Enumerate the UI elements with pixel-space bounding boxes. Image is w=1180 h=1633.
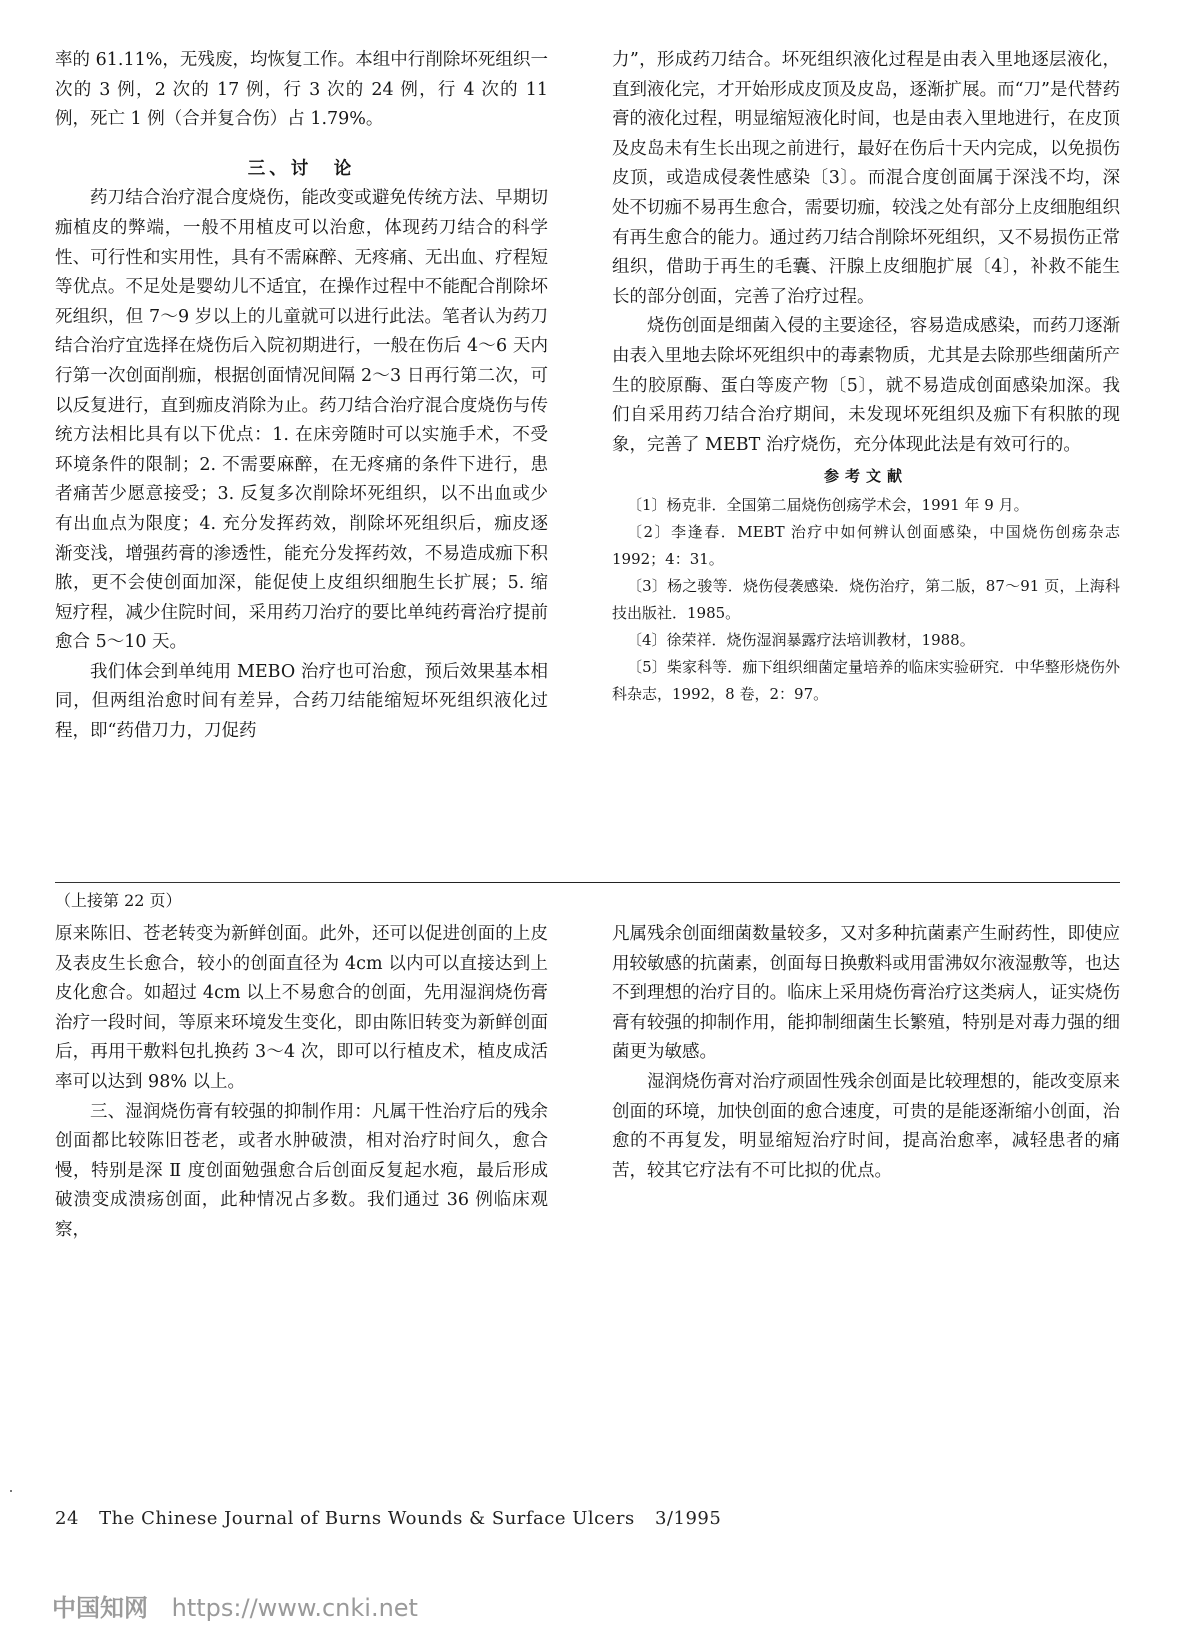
paragraph: 药刀结合治疗混合度烧伤，能改变或避免传统方法、早期切痂植皮的弊端，一般不用植皮可以治愈，体现药刀结合的科学性、可行性和实用性，具有不需麻醉、无疼痛、无出血、疗程短等优点。不足处是婴幼儿不适宜，在操作过程中不能配合削除坏死组织，但 7～9 岁以上的儿童就可以进行此法。笔者认为药刀结合治疗宜选择在烧伤后入院初期进行，一般在伤后 4～6 天内行第一次创面削痂，根据创面情况间隔 2～3 日再行第二次，可以反复进行，直到痂皮消除为止。药刀结合治疗混合度烧伤与传统方法相比具有以下优点：1. 在床旁随时可以实施手术，不受环境条件的限制；2. 不需要麻醉，在无疼痛的条件下进行，患者痛苦少愿意接受；3. 反复多次削除坏死组织，以不出血或少有出血点为限度；4. 充分发挥药效，削除坏死组织后，痂皮逐渐变浅，增强药膏的渗透性，能充分发挥药效，不易造成痂下积脓，更不会使创面加深，能促使上皮组织细胞生长扩展；5. 缩短疗程，减少住院时间，采用药刀治疗的要比单纯药膏治疗提前愈合 5～10 天。 bbox=[55, 188, 548, 653]
paragraph: 我们体会到单纯用 MEBO 治疗也可治愈，预后效果基本相同，但两组治愈时间有差异，合药刀结能缩短坏死组织液化过程，即“药借刀力，刀促药 bbox=[55, 661, 548, 742]
paragraph: 率的 61.11%，无残废，均恢复工作。本组中行削除坏死组织一次的 3 例，2 次的 17 例，行 3 次的 24 例，行 4 次的 11 例，死亡 1 例（合并复合伤）占 1.79%。 bbox=[55, 50, 548, 130]
reference-item: 〔2〕李逢春．MEBT 治疗中如何辨认创面感染，中国烧伤创疡杂志 1992；4：31。 bbox=[612, 522, 1120, 568]
section-title-discussion: 三、讨 论 bbox=[247, 158, 356, 179]
paragraph: 原来陈旧、苍老转变为新鲜创面。此外，还可以促进创面的上皮及表皮生长愈合，较小的创面直径为 4cm 以内可以直接达到上皮化愈合。如超过 4cm 以上不易愈合的创面，先用湿润烧伤膏治疗一段时间，等原来环境发生变化，即由陈旧转变为新鲜创面后，再用干敷料包扎换药 3～4 次，即可以行植皮术，植皮成活率可以达到 98% 以上。 bbox=[55, 924, 548, 1092]
references-title: 参考文献 bbox=[823, 467, 908, 486]
paragraph: 力”，形成药刀结合。坏死组织液化过程是由表入里地逐层液化，直到液化完，才开始形成皮顶及皮岛，逐渐扩展。而“刀”是代替药膏的液化过程，明显缩短液化时间，也是由表入里地进行，在皮顶及皮岛未有生长出现之前进行，最好在伤后十天内完成，以免损伤皮顶，或造成侵袭性感染〔3〕。而混合度创面属于深浅不均，深处不切痂不易再生愈合，需要切痂，较浅之处有部分上皮细胞组织有再生愈合的能力。通过药刀结合削除坏死组织，又不易损伤正常组织，借助于再生的毛囊、汗腺上皮细胞扩展〔4〕，补救不能生长的部分创面，完善了治疗过程。 bbox=[612, 50, 1120, 307]
paragraph: 烧伤创面是细菌入侵的主要途径，容易造成感染，而药刀逐渐由表入里地去除坏死组织中的毒素物质，尤其是去除那些细菌所产生的胶原酶、蛋白等废产物〔5〕，就不易造成创面感染加深。我们自采用药刀结合治疗期间，未发现坏死组织及痂下有积脓的现象，完善了 MEBT 治疗烧伤，充分体现此法是有效可行的。 bbox=[612, 316, 1120, 455]
reference-item: 〔1〕杨克非．全国第二届烧伤创疡学术会，1991 年 9 月。 bbox=[627, 495, 1029, 514]
issue-number: 3/1995 bbox=[654, 1508, 722, 1529]
divider bbox=[55, 882, 355, 883]
paragraph: 凡属残余创面细菌数量较多，又对多种抗菌素产生耐药性，即使应用较敏感的抗菌素，创面每日换敷料或用雷沸奴尔液湿敷等，也达不到理想的治疗目的。临床上采用烧伤膏治疗这类病人，证实烧伤膏有较强的抑制作用，能抑制细菌生长繁殖，特别是对毒力强的细菌更为敏感。 bbox=[612, 924, 1120, 1063]
watermark-url: https://www.cnki.net bbox=[171, 1594, 418, 1622]
cnki-watermark bbox=[52, 1588, 418, 1623]
bottom-right-column bbox=[612, 920, 1120, 1186]
watermark-brand: 中国知网 bbox=[52, 1594, 148, 1622]
reference-item: 〔4〕徐荣祥．烧伤湿润暴露疗法培训教材，1988。 bbox=[627, 630, 975, 649]
top-right-column bbox=[612, 46, 1120, 708]
paragraph: 三、湿润烧伤膏有较强的抑制作用：凡属干性治疗后的残余创面都比较陈旧苍老，或者水肿破溃，相对治疗时间久，愈合慢，特别是深 Ⅱ 度创面勉强愈合后创面反复起水疱，最后形成破溃变成溃疡创面，此种情况占多数。我们通过 36 例临床观察， bbox=[55, 1101, 548, 1240]
top-left-column bbox=[55, 46, 548, 747]
bottom-left-column bbox=[55, 920, 548, 1246]
divider bbox=[340, 882, 1120, 883]
paragraph: 湿润烧伤膏对治疗顽固性残余创面是比较理想的，能改变原来创面的环境，加快创面的愈合速度，可贵的是能逐渐缩小创面，治愈的不再复发，明显缩短治疗时间，提高治愈率，减轻患者的痛苦，较其它疗法有不可比拟的优点。 bbox=[612, 1071, 1120, 1181]
continued-from-label: （上接第 22 页） bbox=[55, 891, 182, 910]
scan-speck bbox=[10, 1490, 12, 1492]
page-number: 24 bbox=[55, 1508, 79, 1529]
reference-item: 〔5〕柴家科等．痂下组织细菌定量培养的临床实验研究．中华整形烧伤外科杂志，1992，8 卷，2：97。 bbox=[612, 657, 1120, 703]
journal-name: The Chinese Journal of Burns Wounds & Surface Ulcers bbox=[99, 1508, 635, 1529]
reference-item: 〔3〕杨之骏等．烧伤侵袭感染．烧伤治疗，第二版，87～91 页，上海科技出版社．1985。 bbox=[612, 576, 1120, 622]
page-footer bbox=[55, 1508, 735, 1529]
